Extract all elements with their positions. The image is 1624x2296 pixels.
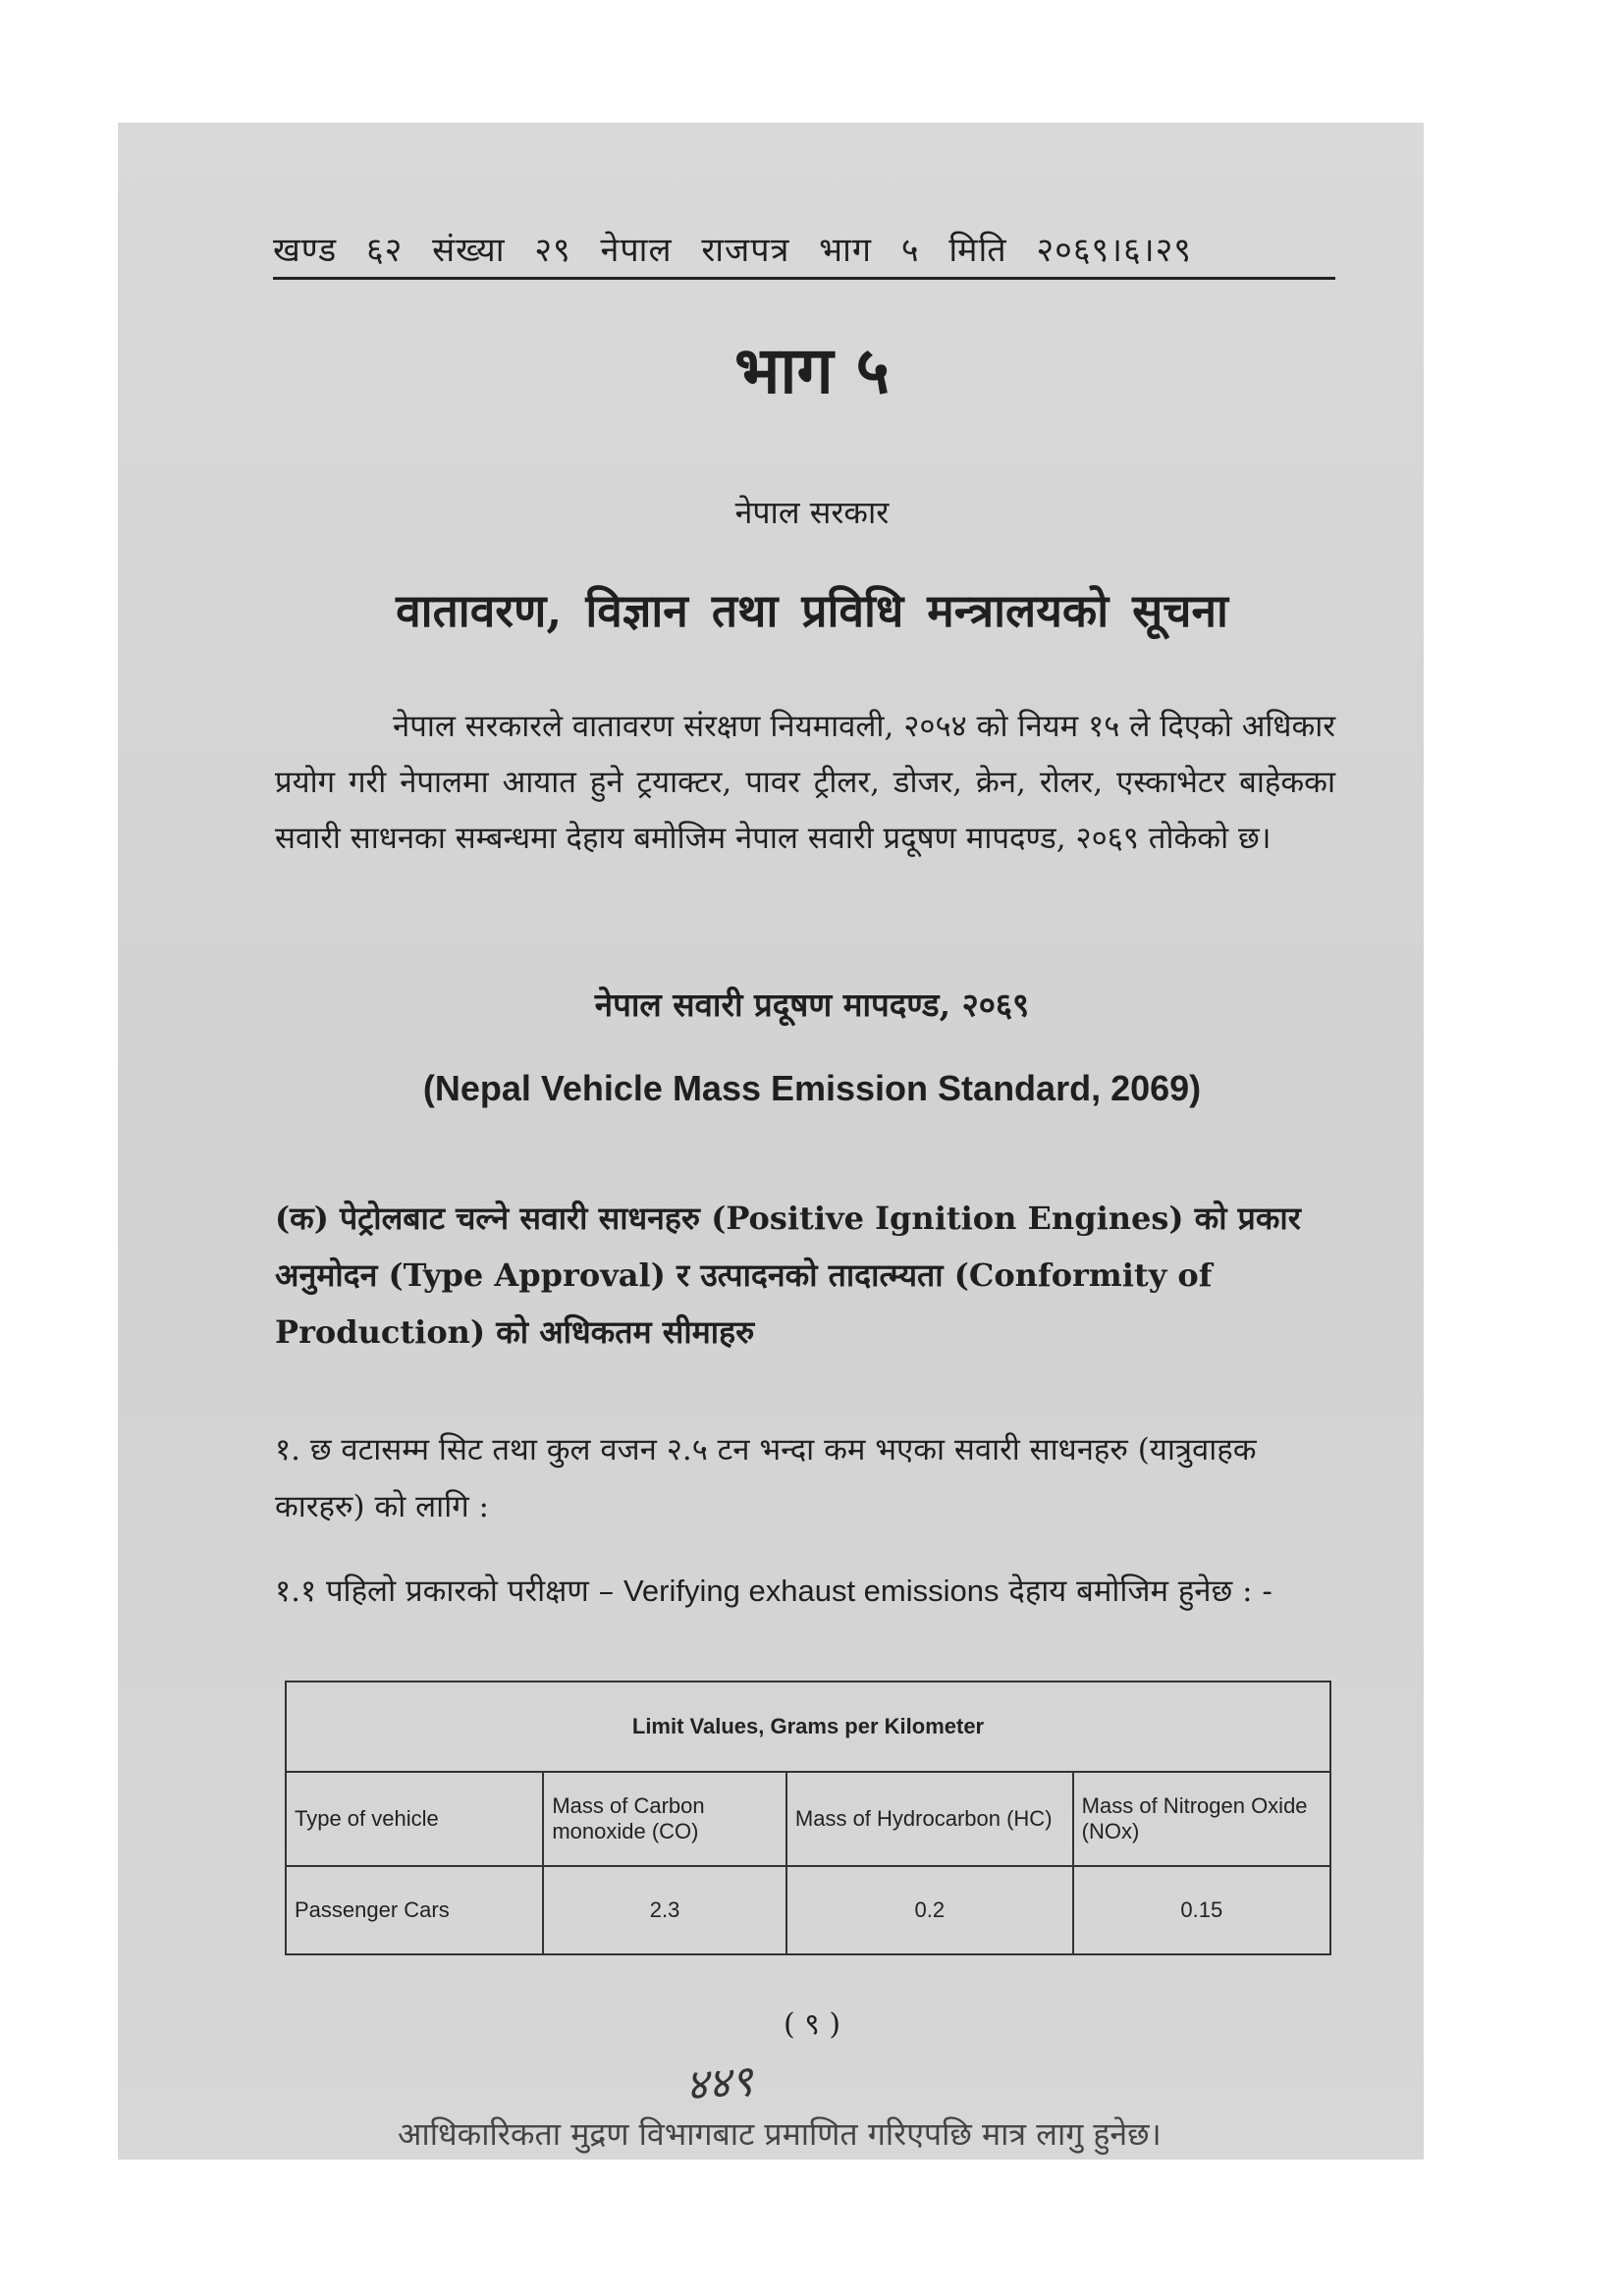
standard-title-nepali: नेपाल सवारी प्रदूषण मापदण्ड, २०६९ (594, 986, 1030, 1024)
cell-co-value: 2.3 (543, 1866, 786, 1954)
item-1-1-prefix: १.१ पहिलो प्रकारको परीक्षण – (275, 1574, 615, 1609)
table-caption: Limit Values, Grams per Kilometer (286, 1682, 1330, 1772)
handwritten-number: ४४९ (683, 2056, 755, 2111)
standard-title-english: (Nepal Vehicle Mass Emission Standard, 2069) (422, 1068, 1202, 1108)
ministry-notice-title: वातावरण, विज्ञान तथा प्रविधि मन्त्रालयको सूचना (396, 584, 1228, 637)
header-carbon-monoxide: Mass of Carbon monoxide (CO) (543, 1772, 786, 1866)
cell-vehicle-type: Passenger Cars (286, 1866, 543, 1954)
table-caption-row (286, 1682, 1330, 1772)
header-hydrocarbon: Mass of Hydrocarbon (HC) (786, 1772, 1073, 1866)
emission-limits-table (285, 1681, 1331, 1955)
header-nitrogen-oxide: Mass of Nitrogen Oxide (NOx) (1073, 1772, 1330, 1866)
cell-nox-value: 0.15 (1073, 1866, 1330, 1954)
part-title: भाग ५ (734, 332, 890, 408)
item-1-1-suffix: देहाय बमोजिम हुनेछ : - (1008, 1574, 1272, 1609)
table-row (286, 1866, 1330, 1954)
item-1-text: १. छ वटासम्म सिट तथा कुल वजन २.५ टन भन्दा कम भएका सवारी साधनहरु (यात्रुवाहक कारहरु) को लागि : (275, 1432, 1257, 1524)
item-1-1-english: Verifying exhaust emissions (623, 1574, 1000, 1608)
cell-hc-value: 0.2 (786, 1866, 1073, 1954)
section-ka-heading: (क) पेट्रोलबाट चल्ने सवारी साधनहरु (Positive Ignition Engines) को प्रकार अनुमोदन (Type Approval) र उत्पादनको तादात्म्यता (Conformity of Production) को अधिकतम सीमाहरु (275, 1200, 1301, 1351)
page-number: ( ९ ) (783, 2007, 841, 2042)
header-type-of-vehicle: Type of vehicle (286, 1772, 543, 1866)
notice-paragraph: नेपाल सरकारले वातावरण संरक्षण नियमावली, २०५४ को नियम १५ ले दिएको अधिकार प्रयोग गरी नेपालमा आयात हुने ट्रयाक्टर, पावर ट्रीलर, डोजर, क्रेन, रोलर, एस्काभेटर बाहेकका सवारी साधनका सम्बन्धमा देहाय बमोजिम नेपाल सवारी प्रदूषण मापदण्ड, २०६९ तोकेको छ। (275, 709, 1335, 856)
footer-stamp: आधिकारिकता मुद्रण विभागबाट प्रमाणित गरिएपछि मात्र लागु हुनेछ। (398, 2115, 1162, 2153)
table-header-row (286, 1772, 1330, 1866)
item-1-1-text (275, 1563, 1335, 1620)
government-name: नेपाल सरकार (734, 494, 890, 531)
gazette-header: खण्ड ६२ संख्या २९ नेपाल राजपत्र भाग ५ मिति २०६९।६।२९ (273, 226, 1335, 280)
